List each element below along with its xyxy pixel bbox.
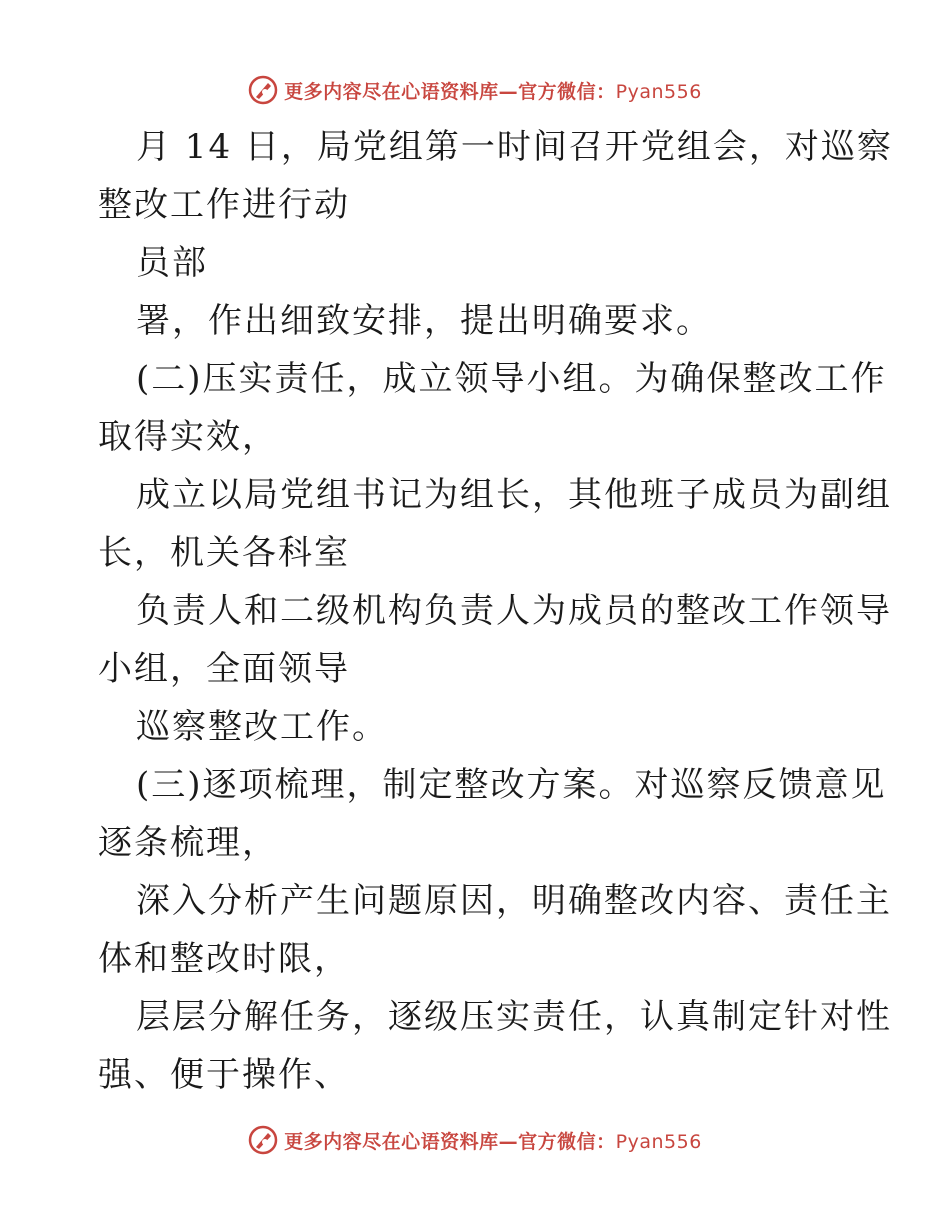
- header-watermark: [0, 70, 950, 110]
- text-line: 员部: [136, 243, 208, 283]
- watermark-text: 更多内容尽在心语资料库—官方微信：Pyan556: [284, 1130, 702, 1153]
- text-line: 长，机关各科室: [98, 533, 350, 573]
- text-line: 月 14 日，局党组第一时间召开党组会，对巡察: [136, 127, 893, 167]
- text-line: 负责人和二级机构负责人为成员的整改工作领导: [136, 591, 892, 631]
- text-line: 强、便于操作、: [98, 1055, 350, 1095]
- text-line: 逐条梳理，: [98, 823, 278, 863]
- text-line: 深入分析产生问题原因，明确整改内容、责任主: [136, 881, 892, 921]
- text-line: (三)逐项梳理，制定整改方案。对巡察反馈意见: [136, 765, 887, 805]
- text-line: 巡察整改工作。: [136, 707, 388, 747]
- text-line: 署，作出细致安排，提出明确要求。: [136, 301, 712, 341]
- text-line: 体和整改时限，: [98, 939, 350, 979]
- text-line: 小组，全面领导: [98, 649, 350, 689]
- text-line: 层层分解任务，逐级压实责任，认真制定针对性: [136, 997, 892, 1037]
- text-line: (二)压实责任，成立领导小组。为确保整改工作: [136, 359, 887, 399]
- text-line: 取得实效，: [98, 417, 278, 457]
- text-line: 成立以局党组书记为组长，其他班子成员为副组: [136, 475, 892, 515]
- pen-logo-icon: [248, 75, 278, 105]
- text-line: 整改工作进行动: [98, 185, 350, 225]
- footer-watermark: [0, 1120, 950, 1160]
- document-body: [98, 118, 893, 1104]
- watermark-text: 更多内容尽在心语资料库—官方微信：Pyan556: [284, 80, 702, 103]
- pen-logo-icon: [248, 1125, 278, 1155]
